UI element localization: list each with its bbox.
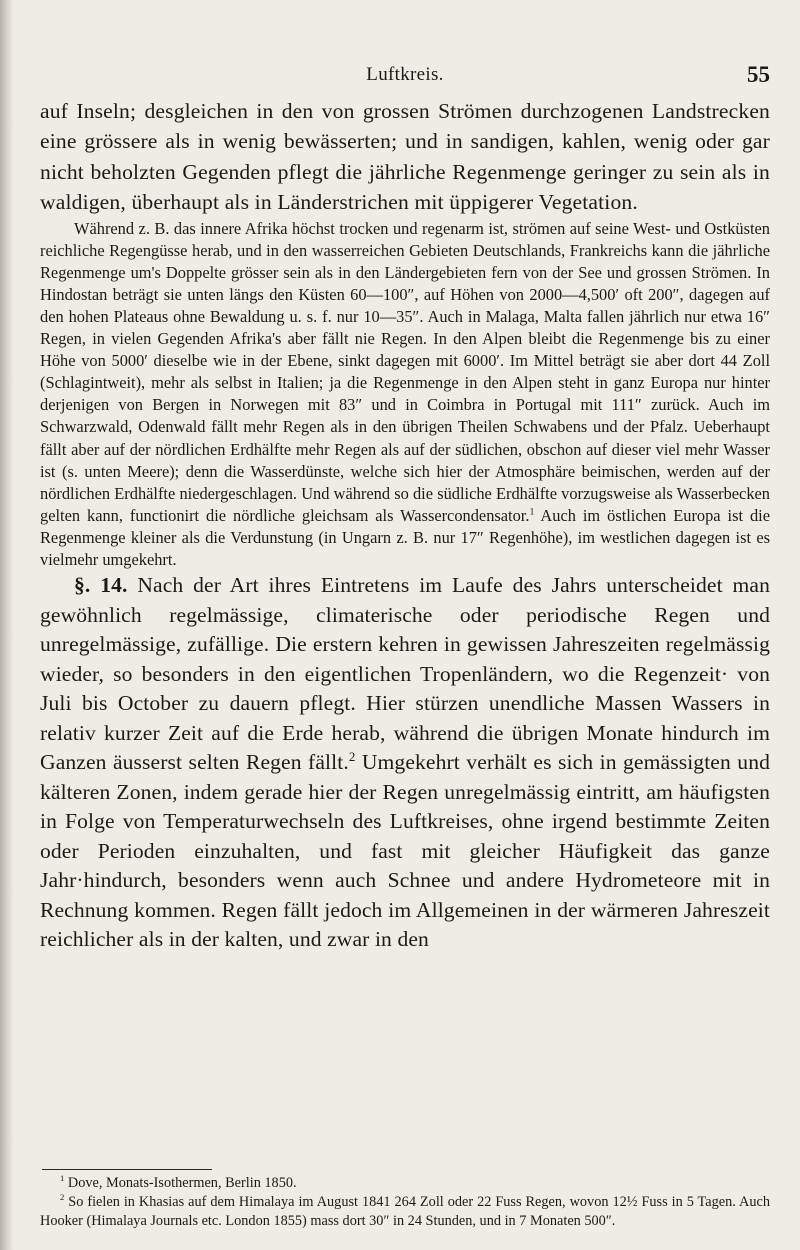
footnote-number-2: 2	[60, 1192, 65, 1203]
binding-shadow	[0, 0, 14, 1250]
footnote-ref-2: 2	[348, 748, 356, 764]
body-text	[40, 96, 770, 955]
footnotes	[40, 1174, 770, 1231]
paragraph-section-part1: Nach der Art ihres Eintretens im Laufe des Jahrs unterscheidet man gewöhnlich regelmässige, climaterische oder periodische Regen und unregelmässige, zufällige. Die erstern kehren in gewissen Jahreszeiten regelmässig wieder, so besonders in den eigentlichen Tropenländern, wo die Regenzeit· von Juli bis October zu dauern pflegt. Hier stürzen unendliche Massen Wassers in relativ kurzer Zeit auf die Erde herab, während die übrigen Monate hindurch im Ganzen äusserst selten Regen fällt.	[40, 573, 770, 775]
paragraph-section-14	[40, 571, 770, 955]
page-number: 55	[747, 62, 770, 87]
footnote-1	[40, 1174, 770, 1193]
paragraph-small-print-part2: Auch im östlichen Europa ist die Regenmenge kleiner als die Verdunstung (in Ungarn z. B. nur 17″ Regenhöhe), im westlichen dagegen ist es vielmehr umgekehrt.	[40, 505, 770, 570]
paragraph-continuation: auf Inseln; desgleichen in den von grossen Strömen durchzogenen Landstrecken eine grössere als in wenig bewässerten; und in sandigen, kahlen, wenig oder gar nicht beholzten Gegenden pflegt die jährliche Regenmenge geringer zu sein als in waldigen, überhaupt als in Länderstrichen mit üppigerer Vegetation.	[40, 99, 770, 215]
running-head: Luftkreis.	[366, 64, 444, 85]
footnote-number-1: 1	[60, 1173, 65, 1184]
section-number: §. 14.	[74, 573, 128, 598]
paragraph-small-print	[40, 218, 770, 572]
page-header	[40, 64, 770, 92]
footnote-text-1: Dove, Monats-Isothermen, Berlin 1850.	[64, 1175, 297, 1191]
paragraph-small-print-part1: Während z. B. das innere Afrika höchst trocken und regenarm ist, strömen auf seine West- und Ostküsten reichliche Regengüsse herab, und in den wasserreichen Gebieten Deutschlands, Frankreichs kann die jährliche Regenmenge um's Doppelte grösser sein als in den Ländergebieten fern von der See und grossen Strömen. In Hindostan beträgt sie unten längs den Küsten 60—100″, auf Höhen von 2000—4,500′ oft 200″, dagegen auf den hohen Plateaus ohne Bewaldung u. s. f. nur 10—35″. Auch in Malaga, Malta fallen jährlich nur etwa 16″ Regen, in vielen Gegenden Afrika's aber fällt nie Regen. In den Alpen bleibt die Regenmenge bis zu einer Höhe von 5000′ dieselbe wie in der Ebene, sinkt dagegen mit 6000′. Im Mittel beträgt sie aber dort 44 Zoll (Schlagintweit), mehr als selbst in Italien; ja die Regenmenge in den Alpen steht in ganz Europa nur hinter derjenigen von Bergen in Norwegen mit 83″ und in Coimbra in Portugal mit 111″ zurück. Auch im Schwarzwald, Odenwald fällt mehr Regen als in den übrigen Theilen Schwabens und der Pfalz. Ueberhaupt fällt aber auf der nördlichen Erdhälfte mehr Regen als auf der südlichen, obschon auf dieser viel mehr Wasser ist (s. unten Meere); denn die Wasserdünste, welche sich hier der Atmosphäre beimischen, werden auf der nördlichen Erdhälfte niedergeschlagen. Und während so die südliche Erdhälfte vorzugsweise als Wasserbecken gelten kann, functionirt die nördliche gleichsam als Wassercondensator.	[40, 218, 770, 525]
footnote-2	[40, 1193, 770, 1231]
footnote-text-2: So fielen in Khasias auf dem Himalaya im August 1841 264 Zoll oder 22 Fuss Regen, wovon 12½ Fuss in 5 Tagen. Auch Hooker (Himalaya Journals etc. London 1855) mass dort 30″ in 24 Stunden, und in 7 Monaten 500″.	[40, 1194, 770, 1229]
footnote-ref-1: 1	[529, 506, 535, 518]
paragraph-section-part2: Umgekehrt verhält es sich in gemässigten und kälteren Zonen, indem gerade hier der Regen unregelmässig eintritt, am häufigsten in Folge von Temperaturwechseln des Luftkreises, ohne irgend bestimmte Zeiten oder Perioden einzuhalten, und fast mit gleicher Häufigkeit das ganze Jahr·hindurch, besonders wenn auch Schnee und andere Hydrometeore mit in Rechnung kommen. Regen fällt jedoch im Allgemeinen in der wärmeren Jahreszeit reichlicher als in der kalten, und zwar in den	[40, 750, 770, 952]
footnote-divider	[42, 1169, 212, 1170]
